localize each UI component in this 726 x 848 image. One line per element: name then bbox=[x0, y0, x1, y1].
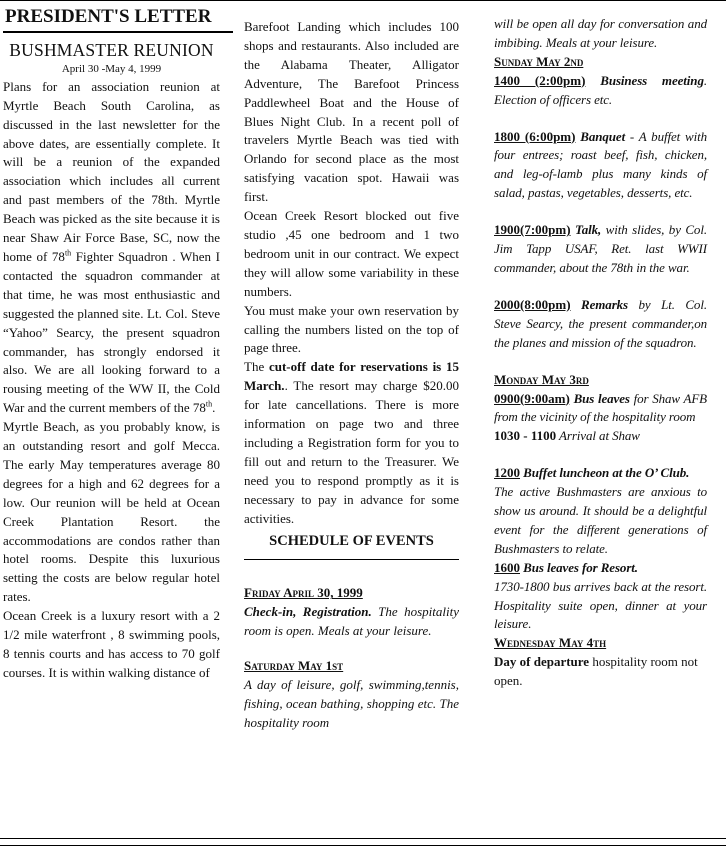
event-item: 2000(8:00pm) Remarks by Lt. Col. Steve Searcy, the present commander,on the planes and mission of the squadron. bbox=[494, 296, 707, 350]
paragraph: You must make your own reservation by calling the numbers listed on the top of page three. bbox=[244, 302, 459, 356]
section-title: PRESIDENT'S LETTER bbox=[3, 0, 233, 33]
event-text: The active Bushmasters are anxious to show us around. It should be a delightful event for the different generations of Bushmasters to relate. bbox=[494, 484, 707, 556]
column-2 bbox=[244, 0, 459, 733]
paragraph: Plans for an association reunion at Myrtle Beach South Carolina, as discussed in the last newsletter for the above dates, are essentially complete. It will be a reunion of the expanded association which includes all current and past members of the 78th. Myrtle Beach was picked as the site because it is near Shaw Air Force Base, SC, now the home of 78th Fighter Squadron . When I contacted the squadron commander at that time, he was most enthusiastic and suggested the planned site. Lt. Col. Steve “Yahoo” Searcy, the present squadron commander, has strongly endorsed it also. We are all looking forward to a rousing meeting of the WW II, the Cold War and the current members of the 78th. bbox=[3, 78, 220, 416]
event-item: 1900(7:00pm) Talk, with slides, by Col. Jim Tapp USAF, Ret. last WWII commander, about the 78th in the war. bbox=[494, 222, 707, 275]
event-text: 1730-1800 bus arrives back at the resort. Hospitality suite open, dinner at your leisure. bbox=[494, 578, 707, 632]
column-3 bbox=[494, 0, 707, 691]
day-heading-saturday: Saturday May 1st bbox=[244, 658, 344, 674]
bottom-rule-2 bbox=[0, 845, 726, 846]
headline: BUSHMASTER REUNION bbox=[9, 39, 214, 60]
event-text: will be open all day for conversation and imbibing. Meals at your leisure. bbox=[494, 16, 707, 50]
event-text: A day of leisure, golf, swimming,tennis, fishing, ocean bathing, shopping etc. The hospitality room bbox=[244, 677, 459, 730]
day-heading-monday: Monday May 3rd bbox=[494, 371, 589, 387]
event-item: 1030 - 1100 Arrival at Shaw bbox=[494, 428, 640, 444]
event-item: Day of departure hospitality room not open. bbox=[494, 654, 698, 689]
paragraph: Ocean Creek is a luxury resort with a 2 1/2 mile waterfront , 8 swimming pools, 8 tennis courts and has access to 70 golf courses. It is within walking distance of bbox=[3, 608, 220, 680]
event-item: 1800 (6:00pm) Banquet - A buffet with four entrees; roast beef, fish, chicken, and leg-of-lamb plus many kinds of salad, pastas, vegetables, desserts, etc. bbox=[494, 128, 707, 201]
bottom-rule bbox=[0, 838, 726, 839]
paragraph: Barefoot Landing which includes 100 shops and restaurants. Also included are the Alabama Theater, Alligator Adventure, The Barefoot Princess Paddlewheel Boat and the House of Blues Night Club. In a recent poll of travelers Myrtle Beach was tied with Orlando for second place as the most satisfying vacation spot. Hawaii was first. bbox=[244, 19, 459, 205]
day-heading-friday: Friday April 30, 1999 bbox=[244, 585, 363, 601]
paragraph: The cut-off date for reservations is 15 March.. The resort may charge $20.00 for late cancellations. There is more information on page two and three including a Registration form for you to fill out and return to the Treasurer. We need you to respond promptly as it is necessary to pay in advance for some activities. bbox=[244, 359, 459, 526]
day-heading-sunday: Sunday May 2nd bbox=[494, 53, 584, 69]
event-item: 1200 Buffet luncheon at the O’ Club. bbox=[494, 465, 690, 481]
schedule-title: SCHEDULE OF EVENTS bbox=[244, 528, 459, 560]
paragraph: Ocean Creek Resort blocked out five studio ,45 one bedroom and 1 two bedroom unit in our contract. We expect they will allow some variability in these numbers. bbox=[244, 208, 459, 299]
headline-dates: April 30 -May 4, 1999 bbox=[61, 62, 162, 75]
event-item: 1600 Bus leaves for Resort. bbox=[494, 559, 638, 575]
event-item: 0900(9:00am) Bus leaves for Shaw AFB from the vicinity of the hospitality room bbox=[494, 390, 708, 425]
event-text: Check-in, Registration. The hospitality room is open. Meals at your leisure. bbox=[244, 604, 459, 639]
column-1 bbox=[3, 0, 220, 683]
day-heading-wednesday: Wednesday May 4th bbox=[494, 635, 607, 651]
event-item: 1400 (2:00pm) Business meeting. Election of officers etc. bbox=[494, 72, 707, 107]
paragraph: Myrtle Beach, as you probably know, is an outstanding resort and golf Mecca. The early May temperatures average 80 degrees for a high and 62 degrees for a low. Our reunion will be held at Ocean Creek Plantation Resort. the accommodations are condos rather than hotel rooms. Despite this luxurious setting the costs are below regular hotel rates. bbox=[3, 419, 220, 605]
